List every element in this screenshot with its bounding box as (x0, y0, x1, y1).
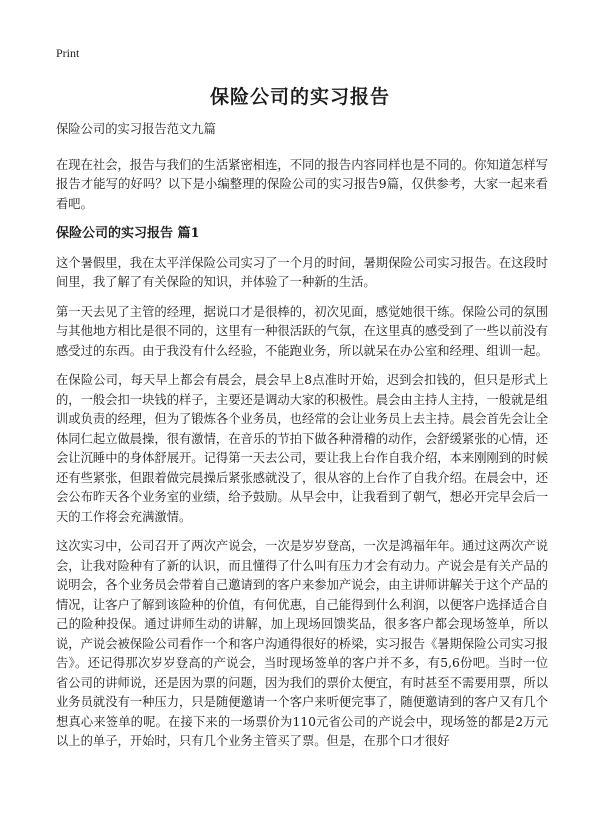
body-paragraph-3: 在保险公司，每天早上都会有晨会，晨会早上8点准时开始，迟到会扣钱的，但只是形式上的，一般会扣一块钱的样子，主要还是调动大家的积极性。晨会由主持人主持，一般就是组训或负责的经理，但为了锻炼各个业务员，也经常的会让业务员上去主持。晨会首先会让全体同仁起立做晨操，很有激情，在音乐的节拍下做各种滑稽的动作，会舒缓紧张的心情，还会让沉睡中的身体舒展开。记得第一天去公司，要让我上台作自我介绍，本来刚刚到的时候还有些紧张，但跟着做完晨操后紧张感就没了，很从容的上台作了自我介绍。在晨会中，还会公布昨天各个业务室的业绩，给予鼓励。从早会中，让我看到了朝气，想必开完早会后一天的工作将会充满激情。 (56, 373, 548, 524)
document-title: 保险公司的实习报告 (209, 86, 390, 108)
body-paragraph-4: 这次实习中，公司召开了两次产说会，一次是岁岁登高，一次是鸿福年年。通过这两次产说会，让我对险种有了新的认识，而且懂得了什么叫有压力才会有动力。产说会是有关产品的说明会，各个业务员会带着自己邀请到的客户来参加产说会，由主讲师讲解关于这个产品的情况，让客户了解到该险种的价值，有何优惠，自己能得到什么利润，以便客户选择适合自己的险种投保。通过讲师生动的讲解，加上现场回馈奖品，很多客户都会现场签单，所以说，产说会被保险公司看作一个和客户沟通得很好的桥梁，实习报告《暑期保险公司实习报告》。还记得那次岁岁登高的产说会，当时现场签单的客户并不多，有5,6份吧。当时一位省公司的讲师说，还是因为票的问题，因为我们的票价太便宜，有时甚至不需要用票，所以业务员就没有一种压力，只是随便邀请一个客户来听便完事了，随便邀请到的客户又有几个想真心来签单的呢。在接下来的一场票价为110元省公司的产说会中，现场签的都是2万元以上的单子，开始时，只有几个业务主管买了票。但是，在那个口才很好 (56, 539, 548, 748)
print-link[interactable]: Print (56, 46, 80, 60)
document-body (56, 120, 548, 762)
body-paragraph-1: 这个暑假里，我在太平洋保险公司实习了一个月的时间，暑期保险公司实习报告。在这段时间里，我了解了有关保险的知识，并体验了一种新的生活。 (56, 255, 548, 289)
section-heading: 保险公司的实习报告 篇1 (56, 226, 200, 241)
intro-paragraph: 在现在社会，报告与我们的生活紧密相连，不同的报告内容同样也是不同的。你知道怎样写报告才能写的好吗？以下是小编整理的保险公司的实习报告9篇，仅供参考，大家一起来看看吧。 (56, 157, 548, 211)
body-paragraph-2: 第一天去见了主管的经理，据说口才是很棒的，初次见面，感觉她很干练。保险公司的氛围与其他地方相比是很不同的，这里有一种很活跃的气氛，在这里真的感受到了一些以前没有感受过的东西。由于我没有什么经验，不能跑业务，所以就呆在办公室和经理、组训一起。 (56, 304, 548, 358)
document-subtitle: 保险公司的实习报告范文九篇 (56, 122, 216, 136)
